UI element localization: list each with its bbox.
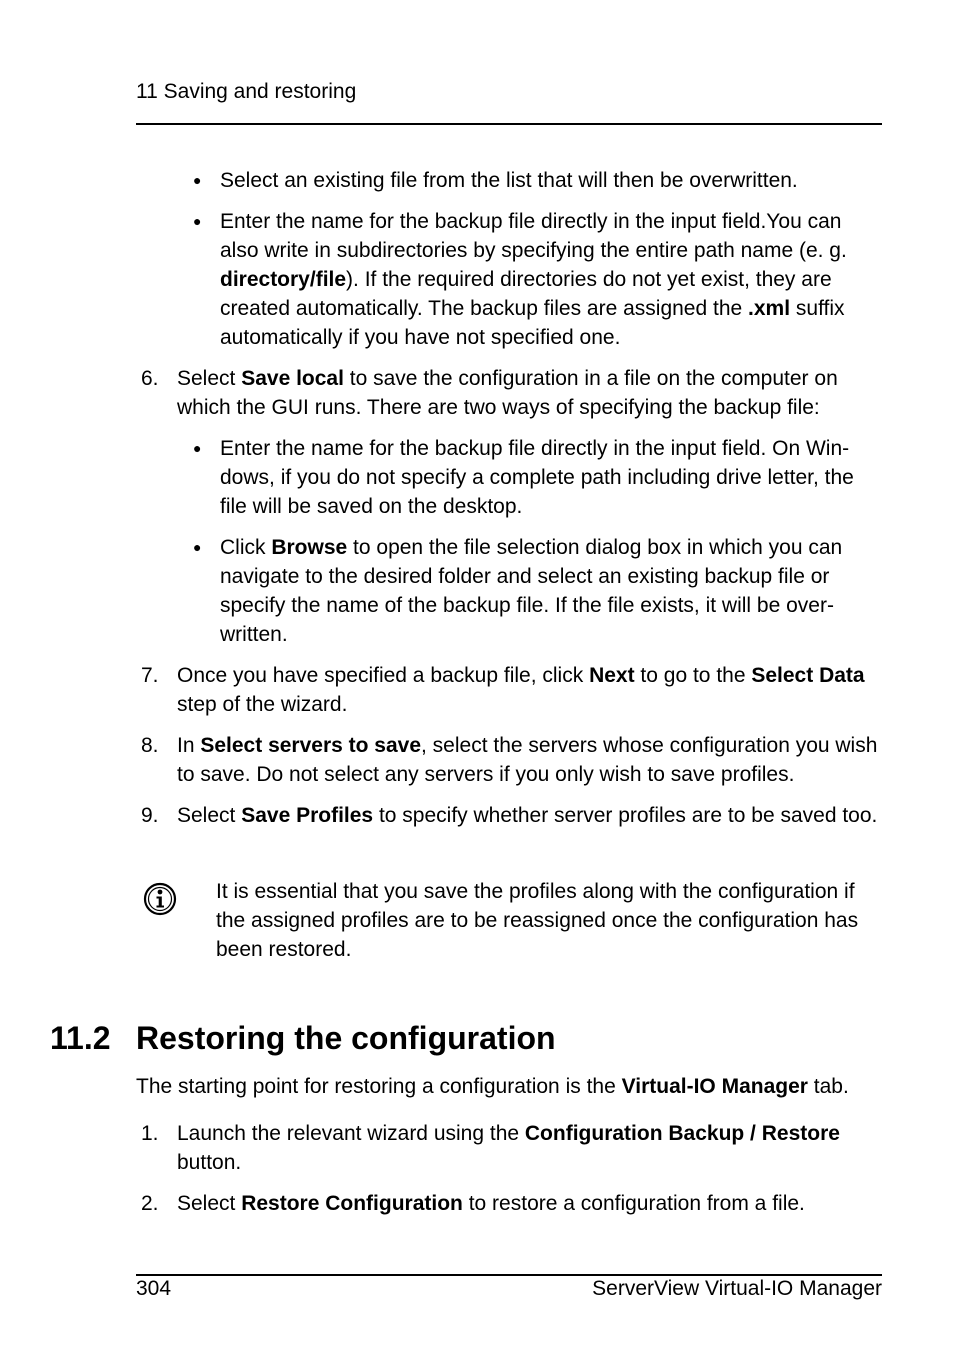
info-note: It is essential that you save the profiles along with the configuration if the assigned profiles are to be reassigned once the configuration has been restored. [216, 880, 859, 961]
bold-term: Browse [271, 536, 348, 559]
running-header: 11 Saving and restoring [136, 80, 357, 103]
step-number: 6. [141, 367, 159, 390]
text-run: to go to the [634, 664, 752, 687]
text-run: Once you have specified a backup file, click [177, 664, 590, 687]
step-text [177, 801, 883, 830]
bullet-dot: ● [193, 440, 202, 456]
text-run: Click [220, 536, 272, 559]
text-run: to specify whether server profiles are to be saved too. [373, 804, 878, 827]
text-run: to open the file selection dialog box in which you can navigate to the desired folder and select an existing backup file or specify the name of the backup file. If the file exists, it will be overwritten. [220, 536, 843, 646]
section-number: 11.2 [50, 1020, 111, 1056]
text-run: to save the configuration in a file on the computer on which the GUI runs. There are two ways of specifying the backup file: [177, 367, 838, 419]
bullet-dot: ● [193, 213, 202, 229]
text-run: Select [177, 804, 242, 827]
bold-term: Restore Configuration [241, 1192, 463, 1215]
text-run: to restore a configuration from a file. [462, 1192, 805, 1215]
step-text [177, 731, 883, 789]
section-intro [136, 1072, 896, 1101]
bold-term: .xml [748, 297, 791, 320]
bullet-item [220, 166, 884, 195]
text-run: In [177, 734, 201, 757]
bold-term: Virtual-IO Manager [621, 1075, 808, 1098]
bullet-item [220, 533, 884, 649]
text-run: Select [177, 367, 242, 390]
text-run: The starting point for restoring a configuration is the [136, 1075, 622, 1098]
text-run: button. [177, 1151, 242, 1174]
bold-term: Save Profiles [241, 804, 374, 827]
text-run: ). If the required directories do not yet exist, they are created automatically. The backup files are assigned the [220, 268, 832, 320]
bold-term: Select servers to save [200, 734, 422, 757]
text-run: , select the servers whose configuration you wish to save. Do not select any servers if you only wish to save profiles. [177, 734, 878, 786]
bullet-item [220, 207, 884, 352]
step-text [177, 364, 883, 422]
bold-term: Save local [241, 367, 344, 390]
bullet-dot: ● [193, 539, 202, 555]
step-number: 7. [141, 664, 159, 687]
info-icon [142, 881, 178, 917]
text-run: Select an existing file from the list that will then be overwritten. [220, 169, 798, 192]
text-run: step of the wizard. [177, 693, 348, 716]
bold-term: Configuration Backup / Restore [524, 1122, 840, 1145]
bullet-item [220, 434, 884, 521]
text-run: Select [177, 1192, 242, 1215]
text-run: Enter the name for the backup file directly in the input field. On Windows, if you do not specify a complete path including drive letter, the file will be saved on the desktop. [220, 437, 854, 518]
step-text [177, 1189, 883, 1218]
footer-title: ServerView Virtual-IO Manager [592, 1277, 882, 1300]
step-text [177, 1119, 883, 1177]
text-run: tab. [807, 1075, 849, 1098]
page-number: 304 [136, 1277, 172, 1300]
step-number: 9. [141, 804, 159, 827]
text-run: Launch the relevant wizard using the [177, 1122, 525, 1145]
text-run: Enter the name for the backup file directly in the input field.You can also write in subdirectories by specifying the entire path name (e. g. [220, 210, 847, 262]
step-number: 2. [141, 1192, 159, 1215]
bold-term: Select Data [751, 664, 865, 687]
footer-rule [136, 1274, 882, 1276]
step-text [177, 661, 883, 719]
section-title: Restoring the configuration [136, 1020, 556, 1056]
bullet-dot: ● [193, 172, 202, 188]
step-number: 1. [141, 1122, 159, 1145]
bold-term: Next [589, 664, 635, 687]
header-rule [136, 123, 882, 125]
text-run: suffix automatically if you have not specified one. [220, 297, 845, 349]
step-number: 8. [141, 734, 159, 757]
bold-term: directory/file [220, 268, 347, 291]
